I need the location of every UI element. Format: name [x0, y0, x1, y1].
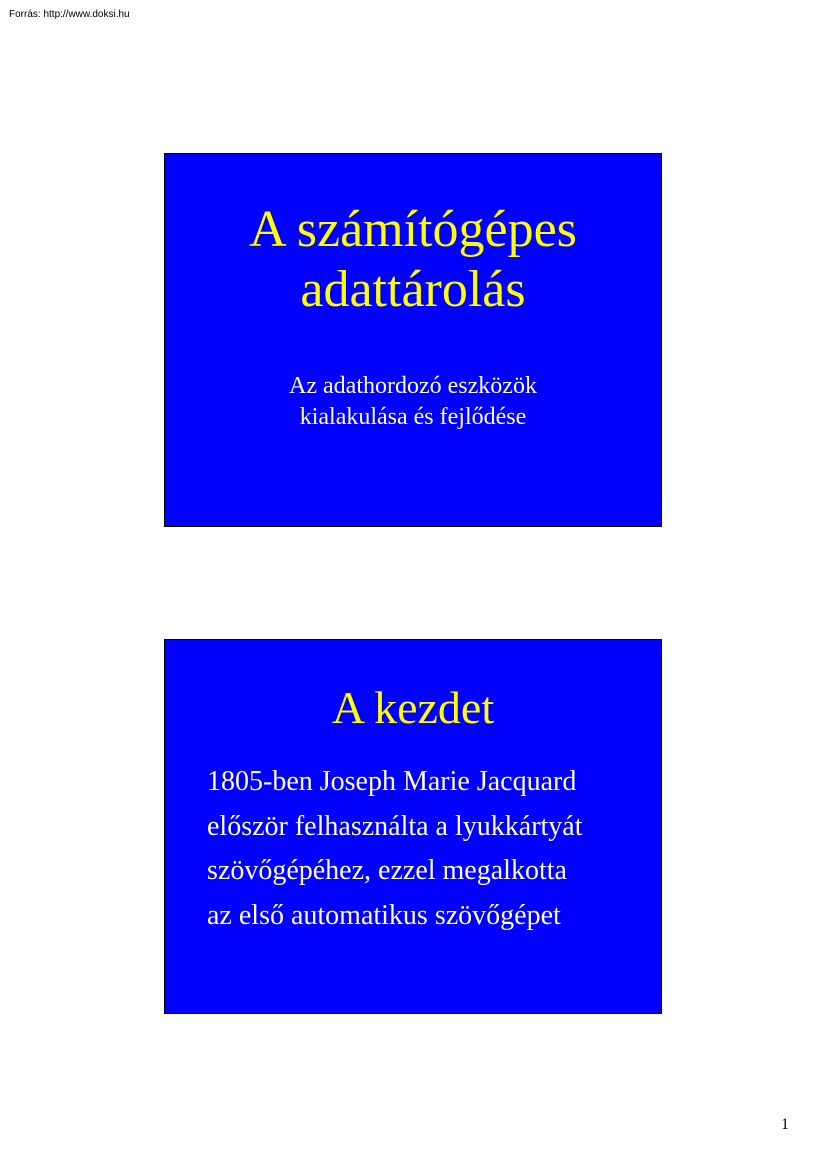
slide-kezdet-title: A kezdet — [331, 682, 495, 733]
source-label: Forrás: http://www.doksi.hu — [9, 9, 130, 20]
slide-kezdet-body-line-1: 1805-ben Joseph Marie Jacquard — [207, 766, 577, 797]
slide-kezdet-heading — [165, 680, 661, 736]
slide-kezdet-body-line-2: először felhasználta a lyukkártyát — [207, 810, 583, 842]
slide-subtitle-line-1: Az adathordozó eszközök — [289, 373, 537, 399]
slide-title-heading — [165, 200, 661, 320]
slide-kezdet-body — [207, 760, 651, 938]
slide-subtitle-line-2: kialakulása és fejlődése — [299, 404, 527, 430]
slide-title — [164, 153, 662, 527]
slide-subtitle — [165, 371, 661, 433]
slide-kezdet-body-line-4: az első automatikus szövőgépet — [207, 899, 561, 931]
slide-title-line-2: adattárolás — [300, 261, 526, 318]
slide-title-line-1: A számítógépes — [249, 201, 577, 258]
page-number: 1 — [781, 1116, 789, 1133]
slide-kezdet-body-line-3: szövőgépéhez, ezzel megalkotta — [207, 855, 567, 886]
slide-kezdet — [164, 639, 662, 1014]
